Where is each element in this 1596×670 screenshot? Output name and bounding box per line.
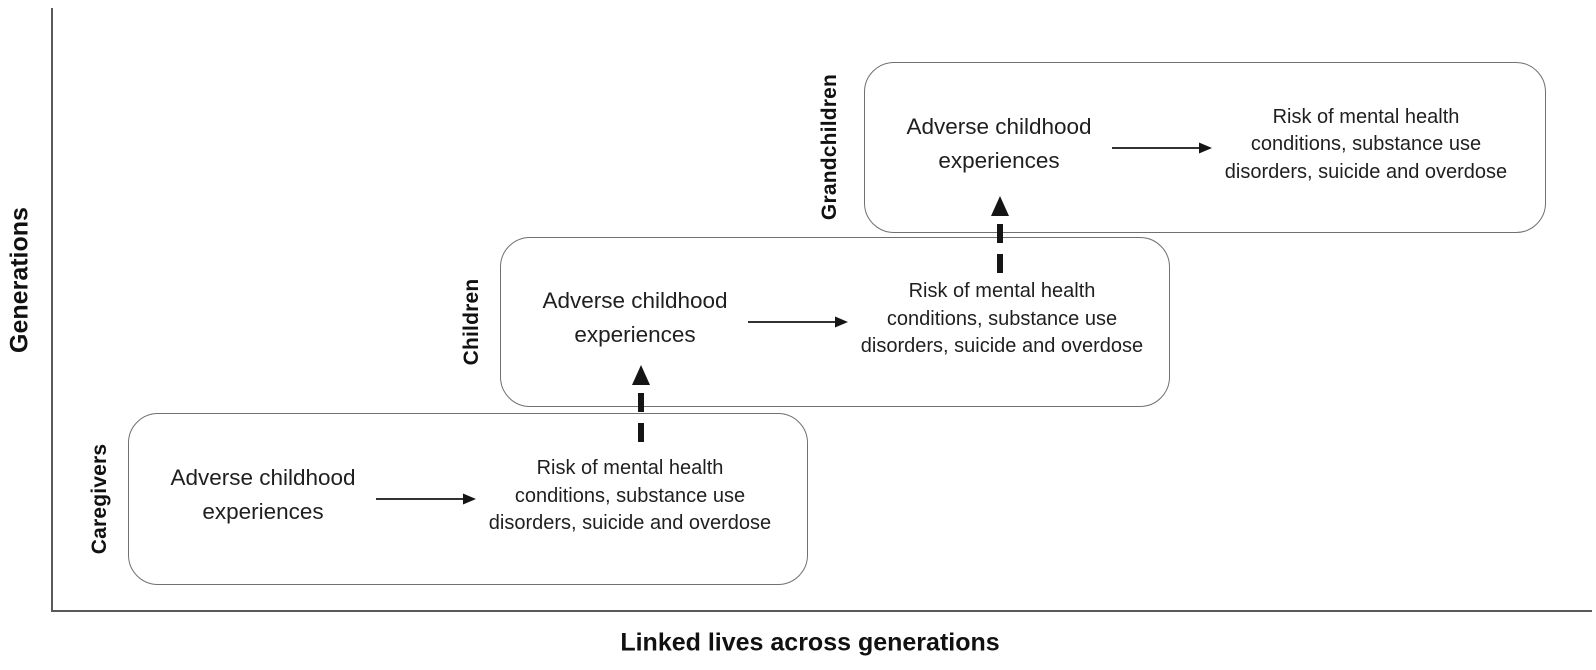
x-axis-title: Linked lives across generations [620, 628, 1000, 657]
aces-text: Adverse childhood experiences [906, 113, 1092, 173]
risk-text: Risk of mental health conditions, substance use disorders, suicide and overdose [860, 279, 1144, 357]
aces-text: Adverse childhood experiences [170, 465, 356, 524]
cause-effect-arrow-icon [747, 314, 849, 330]
generation-label-caregivers: Caregivers [88, 443, 111, 555]
x-axis-line [51, 610, 1592, 612]
generation-box-grandchildren [864, 62, 1546, 233]
intergenerational-transmission-arrow-icon [986, 196, 1014, 280]
intergenerational-transmission-arrow-icon [627, 365, 655, 451]
cause-effect-arrow-icon [375, 491, 477, 507]
y-axis-line [51, 8, 53, 611]
risk-text: Risk of mental health conditions, substance use disorders, suicide and overdose [1224, 105, 1508, 183]
generation-box-caregivers [128, 413, 808, 585]
generation-box-children [500, 237, 1170, 407]
y-axis-title: Generations [5, 207, 34, 353]
generation-label-grandchildren: Grandchildren [818, 73, 841, 221]
generation-label-children: Children [460, 278, 483, 366]
cause-effect-arrow-icon [1111, 140, 1213, 156]
aces-text: Adverse childhood experiences [542, 288, 728, 347]
risk-text: Risk of mental health conditions, substance use disorders, suicide and overdose [488, 456, 772, 534]
